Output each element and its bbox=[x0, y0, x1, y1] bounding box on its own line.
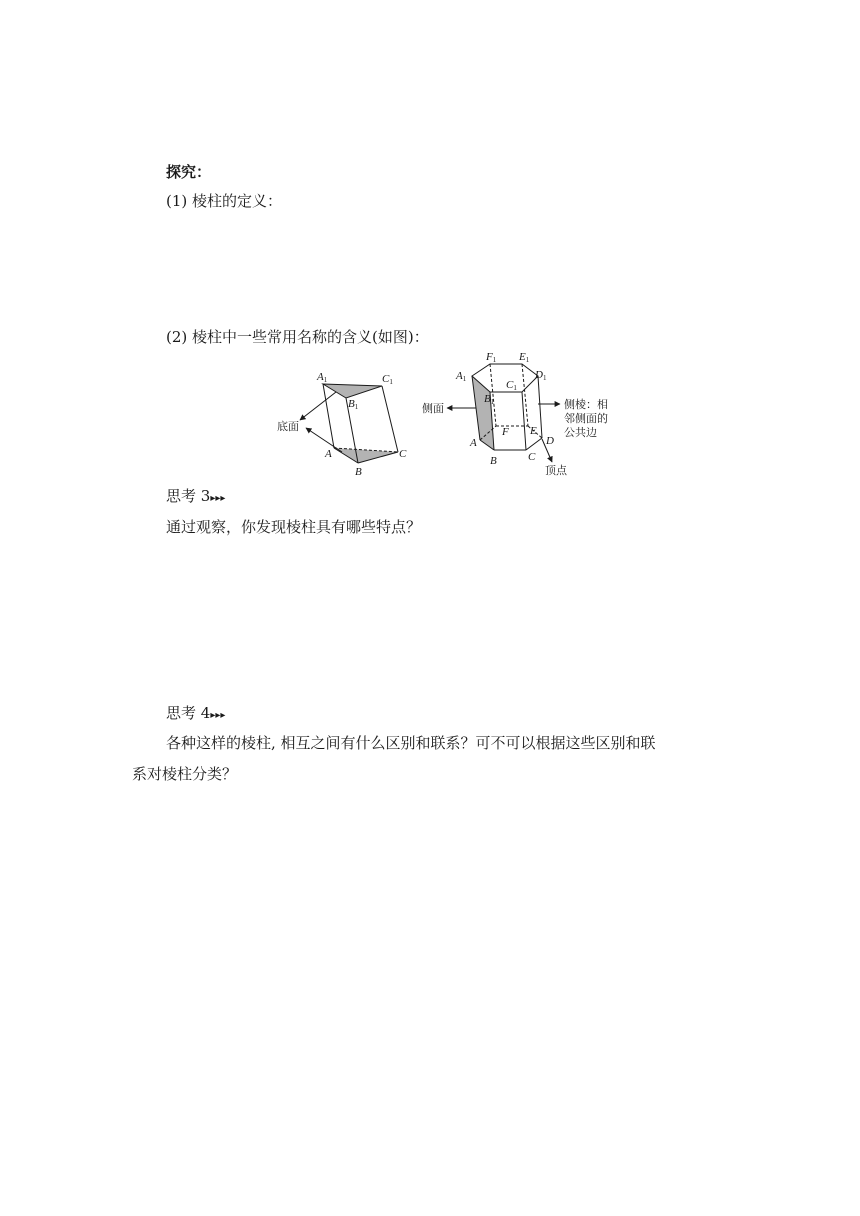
svg-text:B1: B1 bbox=[484, 393, 495, 406]
label-C1: C bbox=[506, 379, 514, 391]
svg-text:A1: A1 bbox=[317, 371, 328, 384]
think3-heading: 思考 3▸▸▸ bbox=[166, 487, 226, 505]
label-A1: A bbox=[317, 371, 324, 383]
label-F1: F bbox=[486, 351, 493, 363]
callout-lateral-edge-line2: 邻侧面的 bbox=[564, 412, 608, 425]
label-E1: E bbox=[519, 351, 526, 363]
label-A1: A bbox=[456, 370, 463, 382]
top-base-face bbox=[323, 384, 382, 398]
think4-heading: 思考 4▸▸▸ bbox=[166, 704, 226, 722]
think4-question-line1: 各种这样的棱柱, 相互之间有什么区别和联系？可不可以根据这些区别和联 bbox=[166, 734, 656, 752]
label-A: A bbox=[325, 448, 332, 460]
label-C: C bbox=[399, 448, 407, 460]
label-B: B bbox=[490, 455, 497, 467]
svg-text:A1: A1 bbox=[456, 370, 467, 383]
callout-vertex: 顶点 bbox=[545, 464, 567, 477]
svg-text:C1: C1 bbox=[382, 373, 393, 386]
label-B: B bbox=[355, 466, 362, 478]
callout-base: 底面 bbox=[277, 420, 299, 433]
think4-question-line2: 系对棱柱分类？ bbox=[132, 765, 238, 783]
label-B1: B bbox=[348, 398, 355, 410]
label-B1: B bbox=[484, 393, 491, 405]
label-D1: D bbox=[535, 369, 543, 381]
svg-text:C1: C1 bbox=[506, 379, 517, 392]
label-F: F bbox=[502, 426, 509, 438]
svg-text:F1: F1 bbox=[486, 351, 497, 364]
explore-heading: 探究： bbox=[166, 163, 212, 181]
prism-terms-prompt: (2) 棱柱中一些常用名称的含义(如图)： bbox=[166, 328, 429, 346]
label-D: D bbox=[546, 435, 554, 447]
think3-question: 通过观察，你发现棱柱具有哪些特点？ bbox=[166, 518, 422, 536]
triangular-prism bbox=[323, 384, 398, 463]
callout-lateral-face: 侧面 bbox=[422, 402, 444, 415]
svg-text:D1: D1 bbox=[535, 369, 547, 382]
label-C: C bbox=[528, 451, 536, 463]
callout-lateral-edge-line1: 侧棱：相 bbox=[564, 398, 608, 411]
label-C1: C bbox=[382, 373, 390, 385]
prism-figure bbox=[270, 340, 630, 480]
svg-text:E1: E1 bbox=[519, 351, 530, 364]
callout-lateral-edge-line3: 公共边 bbox=[564, 426, 597, 439]
svg-text:B1: B1 bbox=[348, 398, 359, 411]
label-E: E bbox=[530, 425, 537, 437]
label-A: A bbox=[470, 437, 477, 449]
prism-definition-prompt: (1) 棱柱的定义： bbox=[166, 192, 283, 210]
